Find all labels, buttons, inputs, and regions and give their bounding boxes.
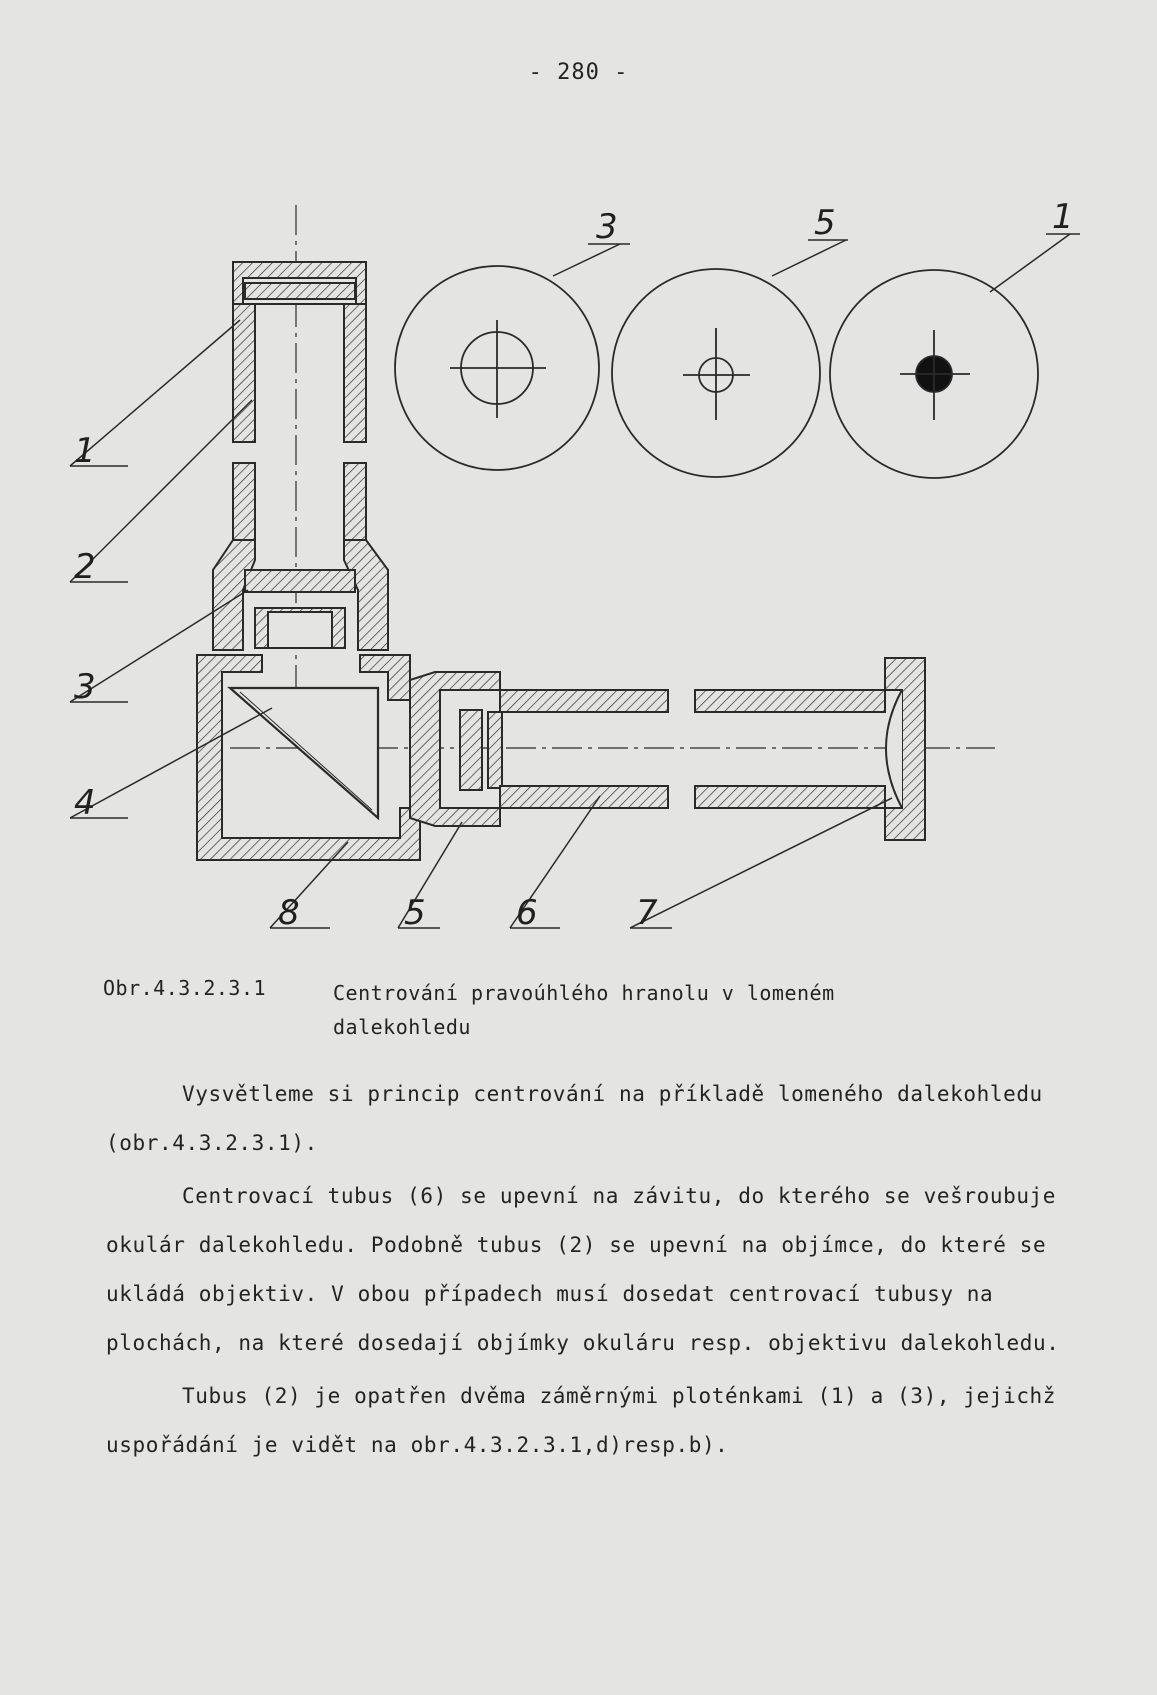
label-6: 6 xyxy=(516,893,538,933)
label-1: 1 xyxy=(74,431,96,471)
paragraph: Centrovací tubus (6) se upevní na závitu, do kterého se vešroubuje okulár dalekohledu. Podobně tubus (2) se upevní na objímce, do které se ukládá objektiv. V obou případech musí dosedat centrovací tubusy na plochách, na které dosedají objímky okuláru resp. objektivu dalekohledu. xyxy=(106,1184,1060,1355)
paragraph: Vysvětleme si princip centrování na příkladě lomeného dalekohledu (obr.4.3.2.3.1). xyxy=(106,1082,1043,1155)
label-plate-1: 1 xyxy=(1052,197,1074,237)
tube-2-left-wall-upper xyxy=(233,304,255,442)
label-plate-3: 3 xyxy=(596,207,618,247)
label-5: 5 xyxy=(404,893,426,933)
reticle-plate-view-3 xyxy=(395,266,599,470)
paragraph: Tubus (2) je opatřen dvěma záměrnými ploténkami (1) a (3), jejichž uspořádání je vidět na obr.4.3.2.3.1,d)resp.b). xyxy=(106,1384,1057,1457)
tube-6-bottom-wall xyxy=(500,786,668,808)
page-number: - 280 - xyxy=(528,60,629,85)
objective-collar xyxy=(213,540,255,650)
label-7: 7 xyxy=(636,893,658,933)
reticle-plate-1 xyxy=(245,283,355,299)
label-3: 3 xyxy=(74,667,96,707)
tube-6-top-wall xyxy=(500,690,668,712)
tube-2-right-wall-upper xyxy=(344,304,366,442)
label-2: 2 xyxy=(74,547,96,587)
figure-caption-id: Obr.4.3.2.3.1 xyxy=(103,976,267,1000)
reticle-plate-3 xyxy=(245,570,355,592)
label-8: 8 xyxy=(278,893,300,933)
body-text xyxy=(106,1070,1086,1474)
right-angle-prism xyxy=(230,688,378,818)
label-plate-5: 5 xyxy=(814,203,836,243)
figure-caption-text: Centrování pravoúhlého hranolu v lomeném dalekohledu xyxy=(333,981,835,1039)
reticle-plate-5 xyxy=(460,710,482,790)
label-4: 4 xyxy=(74,783,96,823)
cross-section-drawing xyxy=(197,205,995,860)
reticle-plate-view-1 xyxy=(830,270,1038,478)
eyepiece-thread-ring xyxy=(410,672,500,826)
reticle-plates xyxy=(395,266,1038,478)
reticle-plate-view-5 xyxy=(612,269,820,477)
